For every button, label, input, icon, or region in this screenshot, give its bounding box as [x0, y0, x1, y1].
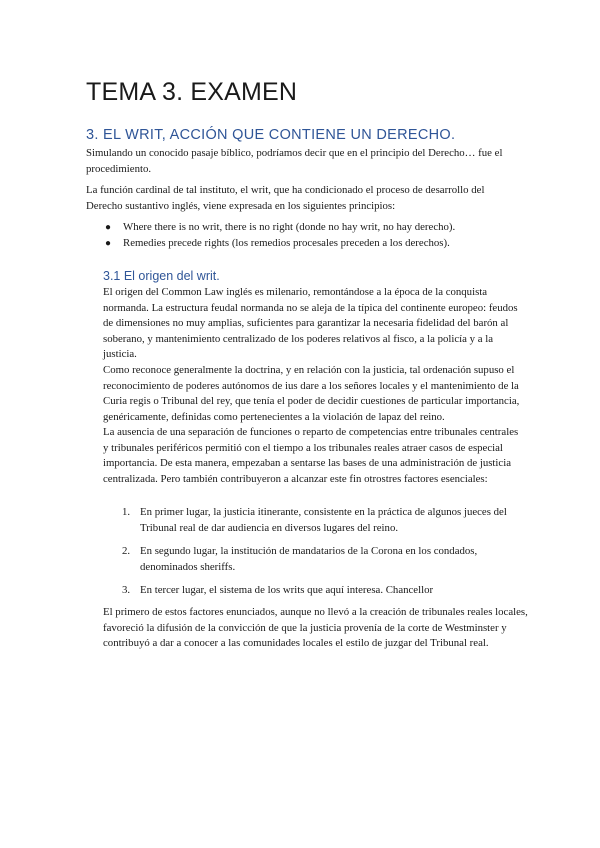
numbered-item-text: En segundo lugar, la institución de mandatarios de la Corona en los condados, denominados sheriffs.: [140, 545, 478, 573]
list-item-text: Remedies precede rights (los remedios procesales preceden a los derechos).: [123, 236, 450, 249]
paragraph-principles: La función cardinal de tal instituto, el writ, que ha condicionado el proceso de desarrollo del Derecho sustantivo inglés, viene expresada en los siguientes principios:: [86, 184, 485, 212]
numbered-item: [122, 544, 512, 575]
paragraph-origin: El origen del Common Law inglés es milenario, remontándose a la época de la conquista normanda. La estructura feudal normanda no se aleja de la típica del continente europeo: feudos de dimensiones no muy amplias, suficientes para garantizar la necesaria fidelidad del barón al soberano, y mantenimiento centralizado de los poderes relativos al fisco, a la policía y a la justicia.: [103, 286, 518, 360]
numbered-item-number: 1.: [122, 506, 131, 518]
principles-list: [103, 220, 455, 251]
section-heading: 3. EL WRIT, ACCIÓN QUE CONTIENE UN DERECHO.: [86, 127, 456, 143]
page-title: TEMA 3. EXAMEN: [86, 78, 298, 106]
numbered-item: [122, 583, 512, 599]
list-item: [103, 236, 455, 252]
numbered-item-number: 3.: [122, 584, 131, 596]
list-item-text: Where there is no writ, there is no right (donde no hay writ, no hay derecho).: [123, 221, 456, 233]
list-item: [103, 220, 455, 236]
paragraph-doctrine: Como reconoce generalmente la doctrina, y en relación con la justicia, tal ordenación supuso el reconocimiento de poderes autónomos de ius dare a los señores locales y el mantenimiento de la Curia regis o Tribunal del rey, que tenía el poder de decidir cuestiones de particular importancia, genéricamente, definidas como pertenecientes a la violación de lapaz del reino.: [103, 364, 520, 423]
bullet-icon: ●: [105, 237, 112, 249]
numbered-item: [122, 505, 512, 536]
numbered-item-text: En primer lugar, la justicia itinerante, consistente en la práctica de algunos jueces del Tribunal real de dar audiencia en diversos lugares del reino.: [140, 506, 507, 534]
paragraph-conclusion: El primero de estos factores enunciados, aunque no llevó a la creación de tribunales reales locales, favoreció la difusión de la convicción de que la justicia provenía de la corte de Westminster y contribuyó a dar a conocer a las comunidades locales el estilo de juzgar del Tribunal real.: [103, 606, 528, 649]
numbered-item-text: En tercer lugar, el sistema de los writs que aquí interesa. Chancellor: [140, 584, 434, 596]
subsection-heading: 3.1 El origen del writ.: [103, 269, 220, 283]
intro-paragraph: Simulando un conocido pasaje bíblico, podríamos decir que en el principio del Derecho… fue el procedimiento.: [86, 147, 503, 175]
numbered-item-number: 2.: [122, 545, 131, 557]
bullet-icon: ●: [105, 222, 112, 233]
paragraph-centralization: La ausencia de una separación de funciones o reparto de competencias entre tribunales centrales y tribunales periféricos permitió con el tiempo a los tribunales reales atraer casos de especial importancia. De esta manera, empezaban a sentarse las bases de una administración de justicia centralizada. Pero también contribuyeron a alcanzar este fin otrostres factores esenciales:: [103, 426, 519, 485]
